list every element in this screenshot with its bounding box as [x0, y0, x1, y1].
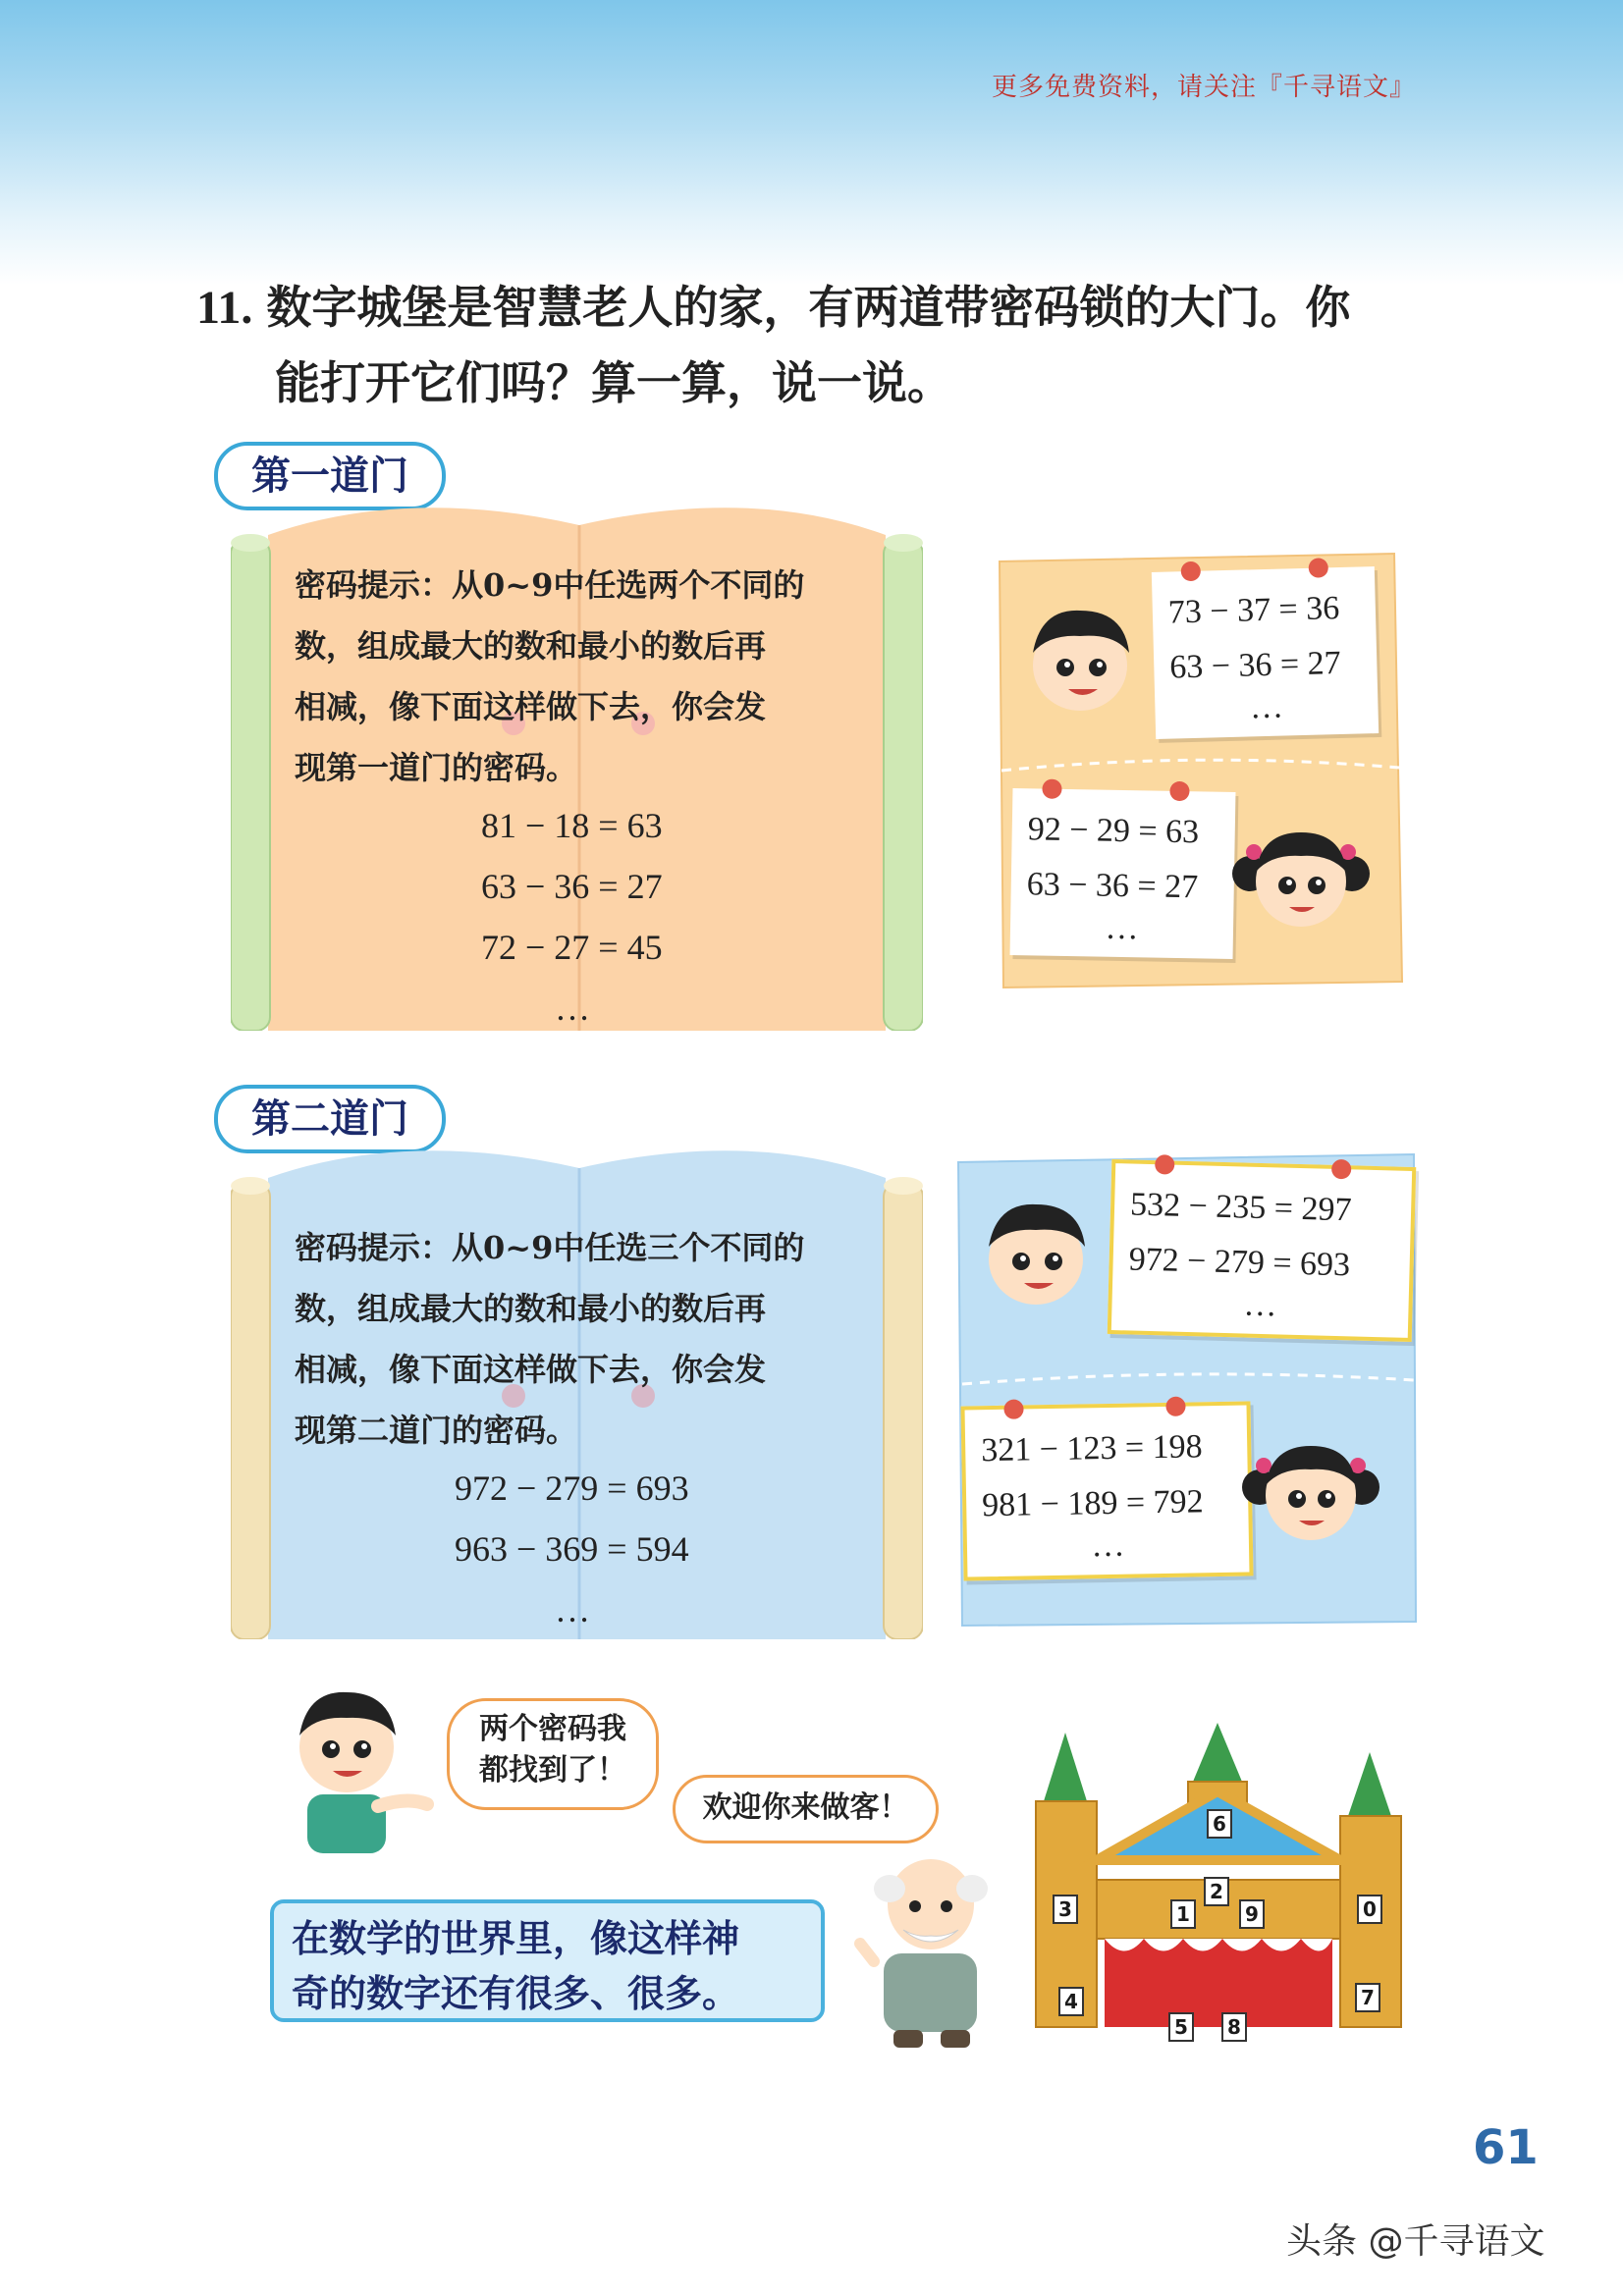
castle-digit-tile: 2 — [1204, 1877, 1229, 1906]
door1-hint: 密码提示：从0~9中任选两个不同的 数，组成最大的数和最小的数后再 相减，像下面这样做下去，你会发 现第一道门的密码。 — [295, 566, 805, 786]
door2-ellipsis: … — [555, 1590, 590, 1629]
boy-figure-icon — [280, 1679, 437, 1859]
door2-girl-note: 321 − 123 = 198 981 − 189 = 792 … — [960, 1401, 1253, 1580]
castle-digit-tile: 3 — [1053, 1895, 1078, 1924]
door2-equations — [231, 1458, 923, 1640]
closing-banner: 在数学的世界里，像这样神 奇的数字还有很多、很多。 — [270, 1899, 825, 2022]
question-number: 11. — [196, 282, 253, 334]
castle-digit-tile: 9 — [1239, 1899, 1265, 1929]
door1-ellipsis: … — [555, 988, 590, 1028]
watermark: 头条 @千寻语文 — [1286, 2221, 1545, 2262]
boy-face-icon — [1021, 599, 1139, 721]
castle-digit-tile: 7 — [1355, 1983, 1380, 2012]
door2-equation-2: 963 − 369 = 594 — [455, 1529, 689, 1569]
door2-boy-note: 532 − 235 = 297 972 − 279 = 693 … — [1108, 1159, 1417, 1342]
door1-girl-note: 92 − 29 = 63 63 − 36 = 27 … — [1010, 788, 1236, 959]
door1-equation-2: 63 − 36 = 27 — [481, 867, 663, 906]
wise-elder-icon — [854, 1836, 1011, 2056]
castle-digit-tile: 5 — [1168, 2012, 1194, 2042]
door2-label: 第二道门 — [214, 1085, 446, 1153]
question-line-2: 能打开它们吗？算一算，说一说。 — [275, 356, 952, 409]
page-number: 61 — [1473, 2120, 1539, 2175]
door1-equation-1: 81 − 18 = 63 — [481, 806, 663, 845]
boy-speech-bubble: 两个密码我 都找到了！ — [447, 1698, 659, 1810]
boy-face-icon — [977, 1193, 1095, 1314]
header-note: 更多免费资料，请关注『千寻语文』 — [992, 73, 1417, 102]
door1-boy-note: 73 − 37 = 36 63 − 36 = 27 … — [1152, 566, 1379, 739]
girl-face-icon — [1242, 1428, 1380, 1560]
door1-equations — [231, 795, 923, 1039]
question-11 — [196, 270, 1463, 420]
door1-equation-3: 72 − 27 = 45 — [481, 928, 663, 967]
castle-digit-tile: 6 — [1207, 1809, 1232, 1839]
header-band — [0, 0, 1623, 285]
door2-hint: 密码提示：从0~9中任选三个不同的 数，组成最大的数和最小的数后再 相减，像下面这样做下去，你会发 现第二道门的密码。 — [295, 1229, 805, 1449]
girl-face-icon — [1232, 815, 1370, 946]
elder-speech-bubble: 欢迎你来做客！ — [673, 1775, 939, 1843]
door1-label: 第一道门 — [214, 442, 446, 510]
question-line-1: 数字城堡是智慧老人的家，有两道带密码锁的大门。你 — [266, 281, 1351, 334]
castle-digit-tile: 0 — [1357, 1895, 1382, 1924]
castle-digit-tile: 1 — [1170, 1899, 1196, 1929]
castle-digit-tile: 8 — [1221, 2012, 1247, 2042]
door2-equation-1: 972 − 279 = 693 — [455, 1468, 689, 1508]
castle-digit-tile: 4 — [1058, 1987, 1084, 2016]
